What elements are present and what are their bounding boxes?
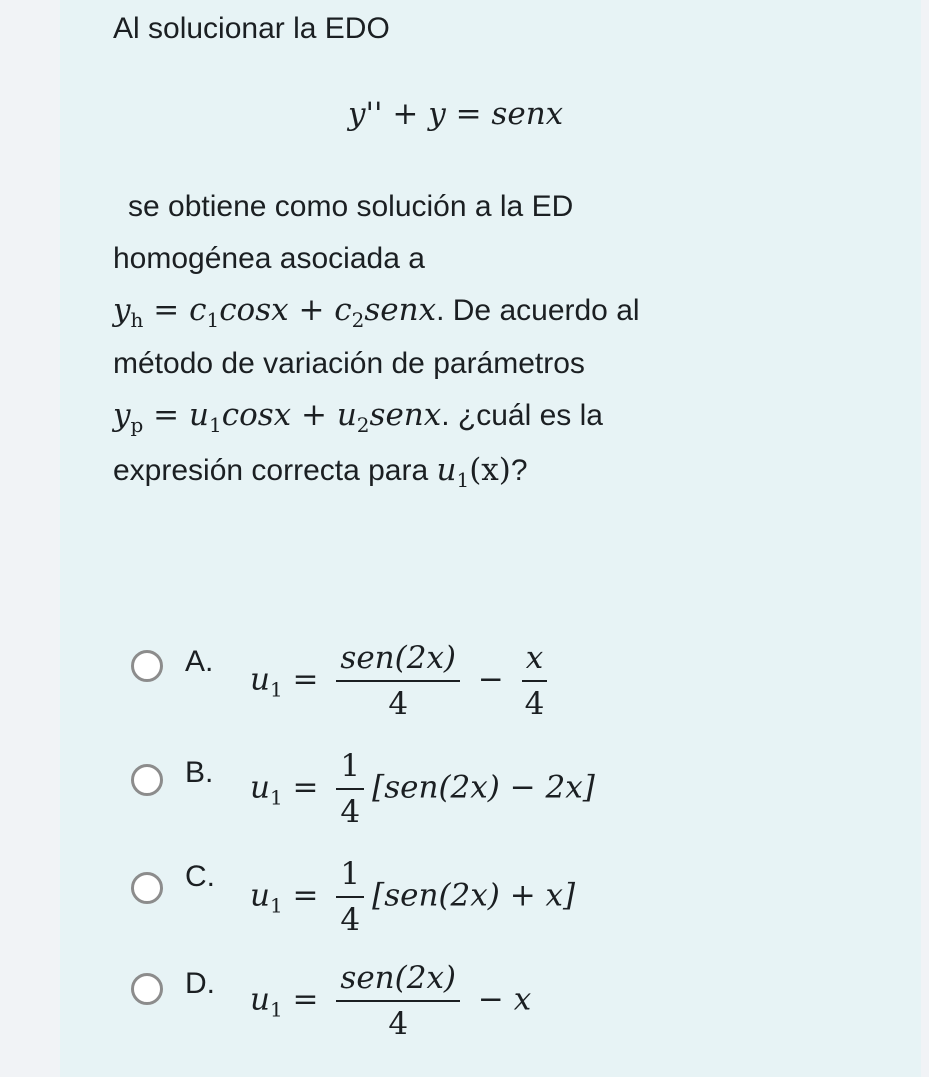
yh-sub: h bbox=[130, 308, 144, 332]
option-b-label: B. bbox=[185, 756, 214, 789]
bracket-expr: [sen(2x) − 2x] bbox=[372, 769, 595, 806]
question-text-3: homogénea asociada a bbox=[113, 242, 425, 275]
option-c-formula[interactable] bbox=[250, 856, 575, 938]
sub: 1 bbox=[269, 677, 283, 702]
yh-c: senx bbox=[364, 292, 437, 328]
sub: 1 bbox=[269, 893, 283, 918]
text-7: expresión correcta para bbox=[113, 454, 437, 487]
ode-equation: y'' + y = senx bbox=[348, 96, 564, 132]
question-text-5: método de variación de parámetros bbox=[113, 347, 585, 380]
option-b-formula[interactable] bbox=[250, 748, 595, 830]
question-text-2: se obtiene como solución a la ED bbox=[128, 190, 574, 223]
u1-arg: (x) bbox=[469, 452, 511, 488]
numerator: sen(2x) bbox=[336, 960, 460, 1002]
denominator: 4 bbox=[340, 902, 361, 938]
option-b-radio[interactable] bbox=[131, 764, 163, 796]
numerator: 1 bbox=[336, 748, 364, 790]
yp-c: senx bbox=[369, 397, 442, 433]
option-d-label: D. bbox=[185, 967, 215, 1000]
numerator: x bbox=[522, 640, 547, 682]
numerator: sen(2x) bbox=[336, 640, 460, 682]
yp-a: = u bbox=[143, 397, 209, 433]
denominator: 4 bbox=[340, 794, 361, 830]
fraction bbox=[336, 640, 460, 722]
text-tail-6: . ¿cuál es la bbox=[441, 399, 603, 432]
minus: − bbox=[468, 661, 514, 698]
eq: = bbox=[282, 769, 319, 806]
option-c-label: C. bbox=[185, 860, 215, 893]
sub: 1 bbox=[269, 997, 283, 1022]
denominator: 4 bbox=[388, 686, 409, 722]
qmark: ? bbox=[510, 454, 528, 487]
option-c-radio[interactable] bbox=[131, 872, 163, 904]
eq: = bbox=[282, 981, 319, 1018]
eq: = bbox=[282, 877, 319, 914]
option-d-formula[interactable] bbox=[250, 960, 531, 1042]
yp-line bbox=[113, 397, 603, 437]
yh-sub2: 2 bbox=[351, 308, 365, 332]
yh: y bbox=[113, 292, 131, 328]
sub: 1 bbox=[269, 785, 283, 810]
fraction bbox=[336, 960, 460, 1042]
lhs: u bbox=[250, 877, 270, 914]
yp: y bbox=[113, 397, 131, 433]
yp-b: cosx + u bbox=[221, 397, 357, 433]
fraction bbox=[336, 748, 364, 830]
eq: = bbox=[282, 661, 319, 698]
denominator: 4 bbox=[388, 1006, 409, 1042]
yp-sub1: 1 bbox=[208, 413, 222, 437]
yh-line bbox=[113, 292, 640, 332]
lhs: u bbox=[250, 661, 270, 698]
fraction bbox=[336, 856, 364, 938]
fraction-2 bbox=[522, 640, 547, 722]
u1-sub: 1 bbox=[456, 468, 470, 492]
denominator: 4 bbox=[524, 686, 545, 722]
yh-sub1: 1 bbox=[206, 308, 220, 332]
yp-sub2: 2 bbox=[356, 413, 370, 437]
question-text-7 bbox=[113, 452, 528, 492]
yh-a: = c bbox=[143, 292, 207, 328]
bracket-expr: [sen(2x) + x] bbox=[372, 877, 576, 914]
option-d-radio[interactable] bbox=[131, 973, 163, 1005]
text-tail-4: . De acuerdo al bbox=[436, 294, 640, 327]
option-a-radio[interactable] bbox=[131, 650, 163, 682]
option-a-formula[interactable] bbox=[250, 640, 555, 722]
lhs: u bbox=[250, 981, 270, 1018]
u1: u bbox=[436, 452, 457, 488]
yh-b: cosx + c bbox=[219, 292, 352, 328]
question-intro: Al solucionar la EDO bbox=[113, 12, 390, 45]
yp-sub: p bbox=[130, 413, 144, 437]
option-a-label: A. bbox=[185, 645, 214, 678]
numerator: 1 bbox=[336, 856, 364, 898]
tail-expr: − x bbox=[468, 981, 532, 1018]
lhs: u bbox=[250, 769, 270, 806]
